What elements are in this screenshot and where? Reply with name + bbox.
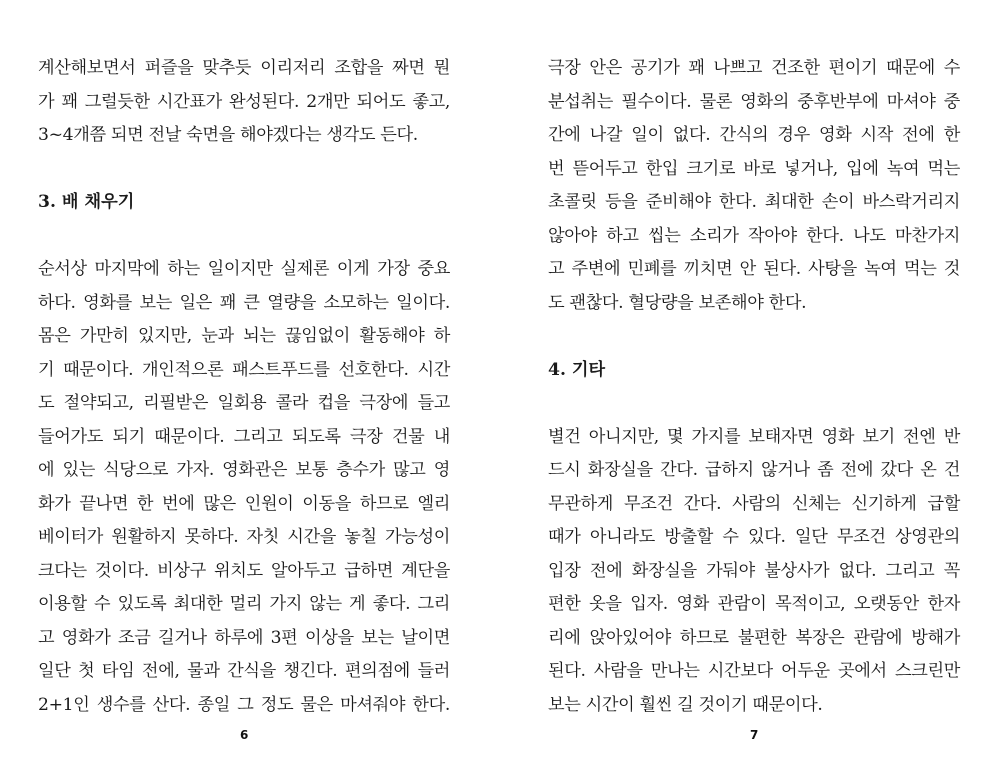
text-line: 2+1인 생수를 산다. 종일 그 정도 물은 마셔줘야 한다. <box>38 694 450 715</box>
page-number: 6 <box>240 728 249 742</box>
right-page <box>500 0 1000 778</box>
left-page-text <box>38 52 450 722</box>
text-line: 고 영화가 조금 길거나 하루에 3편 이상을 보는 날이면 <box>38 627 450 648</box>
text-line: 초콜릿 등을 준비해야 한다. 최대한 손이 바스락거리지 <box>548 192 960 212</box>
text-line: 하다. 영화를 보는 일은 꽤 큰 열량을 소모하는 일이다. <box>38 292 450 313</box>
text-line: 리에 앉아있어야 하므로 불편한 복장은 관람에 방해가 <box>548 627 960 648</box>
text-line: 기 때문이다. 개인적으론 패스트푸드를 선호한다. 시간 <box>38 359 450 380</box>
text-line: 계산해보면서 퍼즐을 맞추듯 이리저리 조합을 짜면 뭔 <box>38 58 450 78</box>
text-line: 몸은 가만히 있지만, 눈과 뇌는 끊임없이 활동해야 하 <box>38 326 450 346</box>
text-line: 가 꽤 그럴듯한 시간표가 완성된다. 2개만 되어도 좋고, <box>38 91 450 112</box>
spacer <box>548 320 960 354</box>
text-line: 화가 끝나면 한 번에 많은 인원이 이동을 하므로 엘리 <box>38 493 450 514</box>
text-line: 베이터가 원활하지 못하다. 자칫 시간을 놓칠 가능성이 <box>38 527 450 547</box>
spacer <box>38 153 450 187</box>
text-line: 별건 아니지만, 몇 가지를 보태자면 영화 보기 전엔 반 <box>548 426 960 447</box>
section-heading: 4. 기타 <box>548 359 606 380</box>
text-line: 에 있는 식당으로 가자. 영화관은 보통 층수가 많고 영 <box>38 460 450 480</box>
text-line: 번 뜯어두고 한입 크기로 바로 넣거나, 입에 녹여 먹는 <box>548 158 960 179</box>
section-heading: 3. 배 채우기 <box>38 192 135 212</box>
text-line: 간에 나갈 일이 없다. 간식의 경우 영화 시작 전에 한 <box>548 125 960 145</box>
text-line: 일단 첫 타임 전에, 물과 간식을 챙긴다. 편의점에 들러 <box>38 661 450 681</box>
page-number: 7 <box>750 728 759 742</box>
text-line: 때가 아니라도 방출할 수 있다. 일단 무조건 상영관의 <box>548 527 960 547</box>
right-page-text <box>548 52 960 722</box>
text-line: 3~4개쯤 되면 전날 숙면을 해야겠다는 생각도 든다. <box>38 125 418 145</box>
text-line: 고 주변에 민폐를 끼치면 안 된다. 사탕을 녹여 먹는 것 <box>548 259 960 279</box>
text-line: 도 괜찮다. 혈당량을 보존해야 한다. <box>548 292 807 313</box>
text-line: 드시 화장실을 간다. 급하지 않거나 좀 전에 갔다 온 건 <box>548 460 960 480</box>
text-line: 극장 안은 공기가 꽤 나쁘고 건조한 편이기 때문에 수 <box>548 58 960 78</box>
spacer <box>38 220 450 254</box>
text-line: 보는 시간이 훨씬 길 것이기 때문이다. <box>548 694 823 715</box>
text-line: 크다는 것이다. 비상구 위치도 알아두고 급하면 계단을 <box>38 560 450 581</box>
text-line: 편한 옷을 입자. 영화 관람이 목적이고, 오랫동안 한자 <box>548 594 960 614</box>
text-line: 않아야 하고 씹는 소리가 작아야 한다. 나도 마찬가지 <box>548 225 960 246</box>
text-line: 분섭취는 필수이다. 물론 영화의 중후반부에 마셔야 중 <box>548 91 960 112</box>
text-line: 순서상 마지막에 하는 일이지만 실제론 이게 가장 중요 <box>38 259 450 279</box>
text-line: 입장 전에 화장실을 가둬야 불상사가 없다. 그리고 꼭 <box>548 560 960 581</box>
text-line: 들어가도 되기 때문이다. 그리고 되도록 극장 건물 내 <box>38 426 450 447</box>
text-line: 도 절약되고, 리필받은 일회용 콜라 컵을 극장에 들고 <box>38 393 450 413</box>
text-line: 무관하게 무조건 간다. 사람의 신체는 신기하게 급할 <box>548 493 960 514</box>
spacer <box>548 387 960 421</box>
text-line: 된다. 사람을 만나는 시간보다 어두운 곳에서 스크린만 <box>548 661 960 681</box>
text-line: 이용할 수 있도록 최대한 멀리 가지 않는 게 좋다. 그리 <box>38 594 450 614</box>
